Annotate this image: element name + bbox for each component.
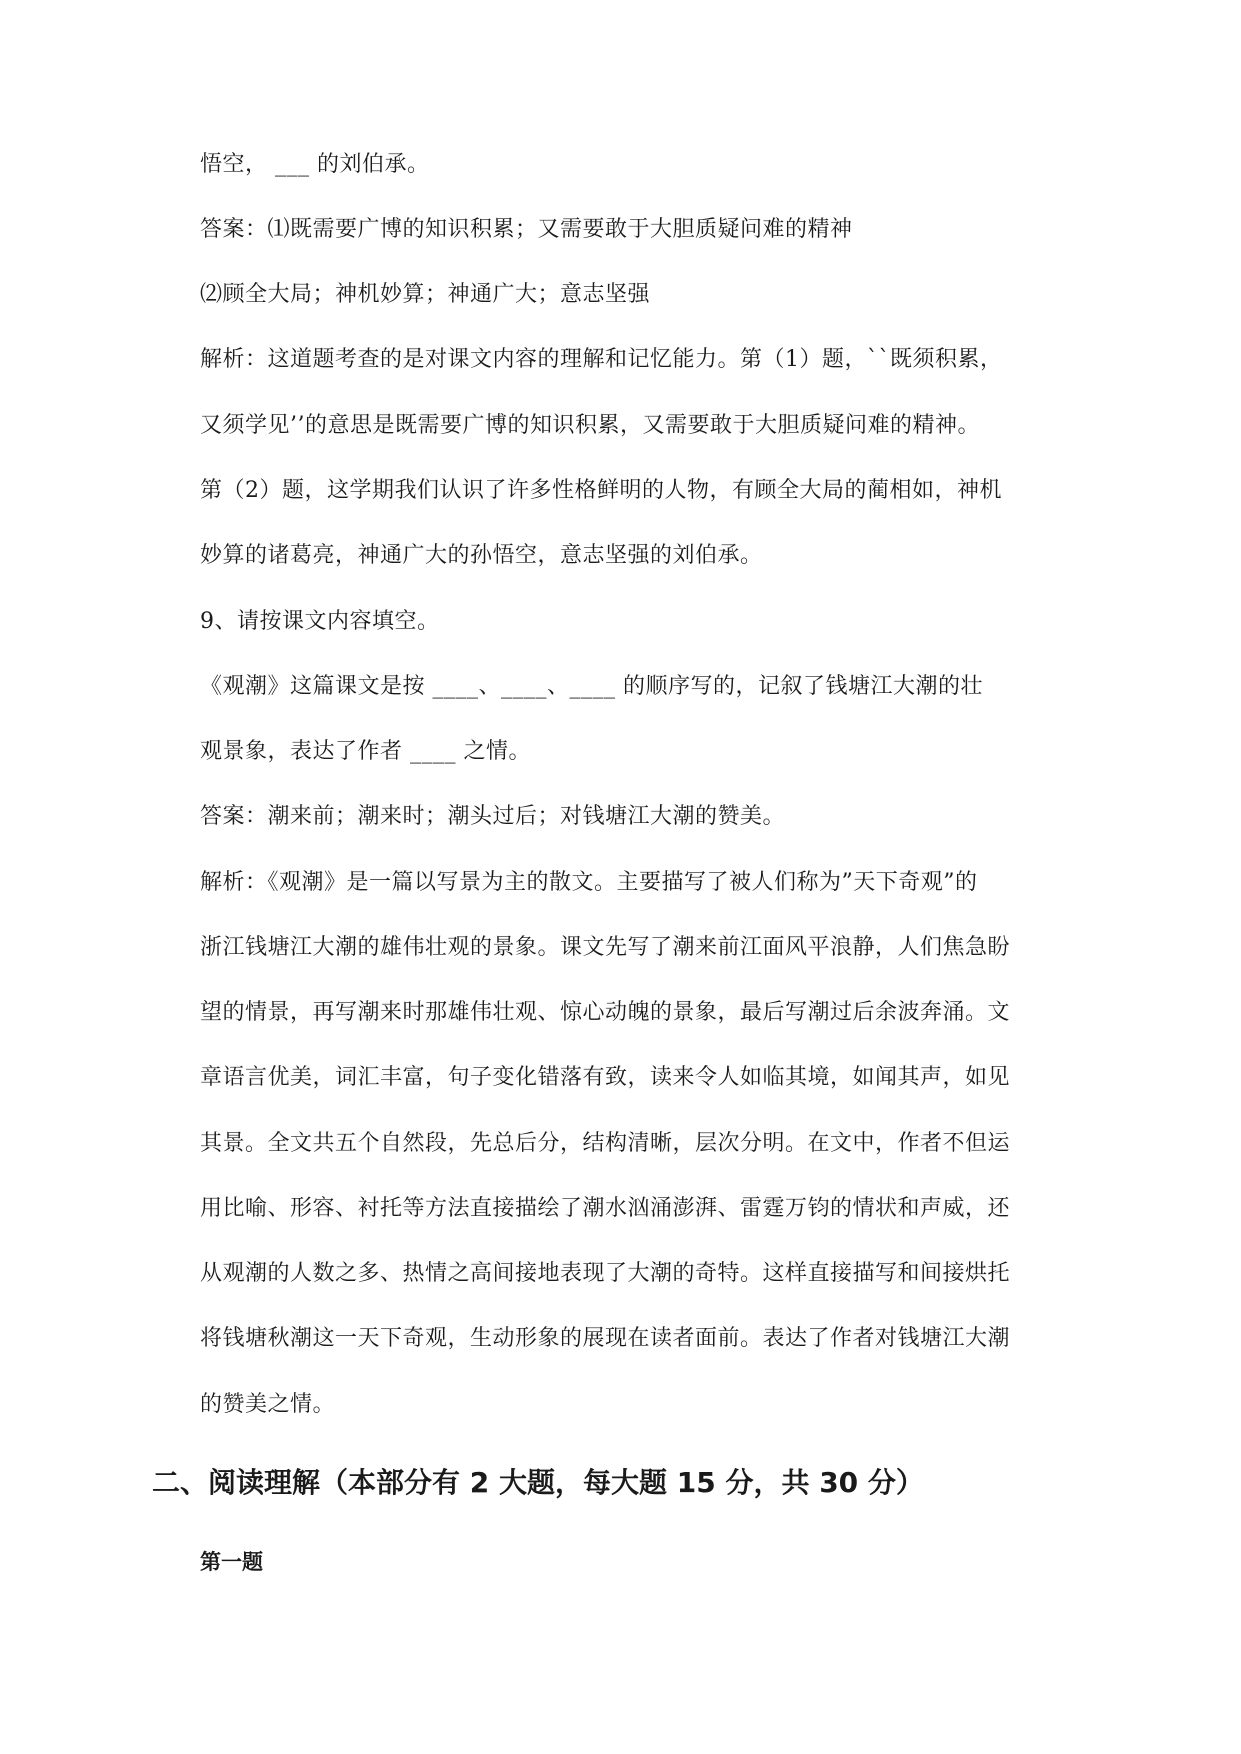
analysis-line: 从观潮的人数之多、热情之高间接地表现了大潮的奇特。这样直接描写和间接烘托 <box>200 1261 1011 1286</box>
answer-line: 答案：潮来前；潮来时；潮头过后；对钱塘江大潮的赞美。 <box>200 804 786 829</box>
analysis-line: 解析：这道题考查的是对课文内容的理解和记忆能力。第（1）题，``既须积累， <box>200 347 1003 372</box>
question-line: 观景象，表达了作者 ____ 之情。 <box>200 739 531 764</box>
analysis-line: 其景。全文共五个自然段，先总后分，结构清晰，层次分明。在文中，作者不但运 <box>200 1131 1011 1156</box>
answer-line: ⑵顾全大局；神机妙算；神通广大；意志坚强 <box>200 282 651 307</box>
analysis-line: 解析：《观潮》是一篇以写景为主的散文。主要描写了被人们称为”天下奇观”的 <box>200 870 978 895</box>
analysis-line: 浙江钱塘江大潮的雄伟壮观的景象。课文先写了潮来前江面风平浪静，人们焦急盼 <box>200 935 1011 960</box>
question-line: 《观潮》这篇课文是按 ____、____、____ 的顺序写的，记叙了钱塘江大潮的壮 <box>200 674 983 699</box>
analysis-line: 望的情景，再写潮来时那雄伟壮观、惊心动魄的景象，最后写潮过后余波奔涌。文 <box>200 1000 1011 1025</box>
analysis-line: 的赞美之情。 <box>200 1392 336 1417</box>
sub-heading: 第一题 <box>200 1550 263 1574</box>
analysis-line: 章语言优美，词汇丰富，句子变化错落有致，读来令人如临其境，如闻其声，如见 <box>200 1065 1011 1090</box>
analysis-line: 妙算的诸葛亮，神通广大的孙悟空，意志坚强的刘伯承。 <box>200 543 763 568</box>
question-line: 9、请按课文内容填空。 <box>200 609 440 634</box>
analysis-line: 将钱塘秋潮这一天下奇观，生动形象的展现在读者面前。表达了作者对钱塘江大潮 <box>200 1326 1011 1351</box>
text-line: 悟空， ___ 的刘伯承。 <box>200 152 430 177</box>
analysis-line: 第（2）题，这学期我们认识了许多性格鲜明的人物，有顾全大局的蔺相如，神机 <box>200 478 1002 503</box>
answer-line: 答案：⑴既需要广博的知识积累；又需要敢于大胆质疑问难的精神 <box>200 217 853 242</box>
analysis-line: 又须学见’’的意思是既需要广博的知识积累，又需要敢于大胆质疑问难的精神。 <box>200 413 980 438</box>
analysis-line: 用比喻、形容、衬托等方法直接描绘了潮水汹涌澎湃、雷霆万钧的情状和声威，还 <box>200 1196 1011 1221</box>
section-heading: 二、阅读理解（本部分有 2 大题，每大题 15 分，共 30 分） <box>152 1466 924 1499</box>
